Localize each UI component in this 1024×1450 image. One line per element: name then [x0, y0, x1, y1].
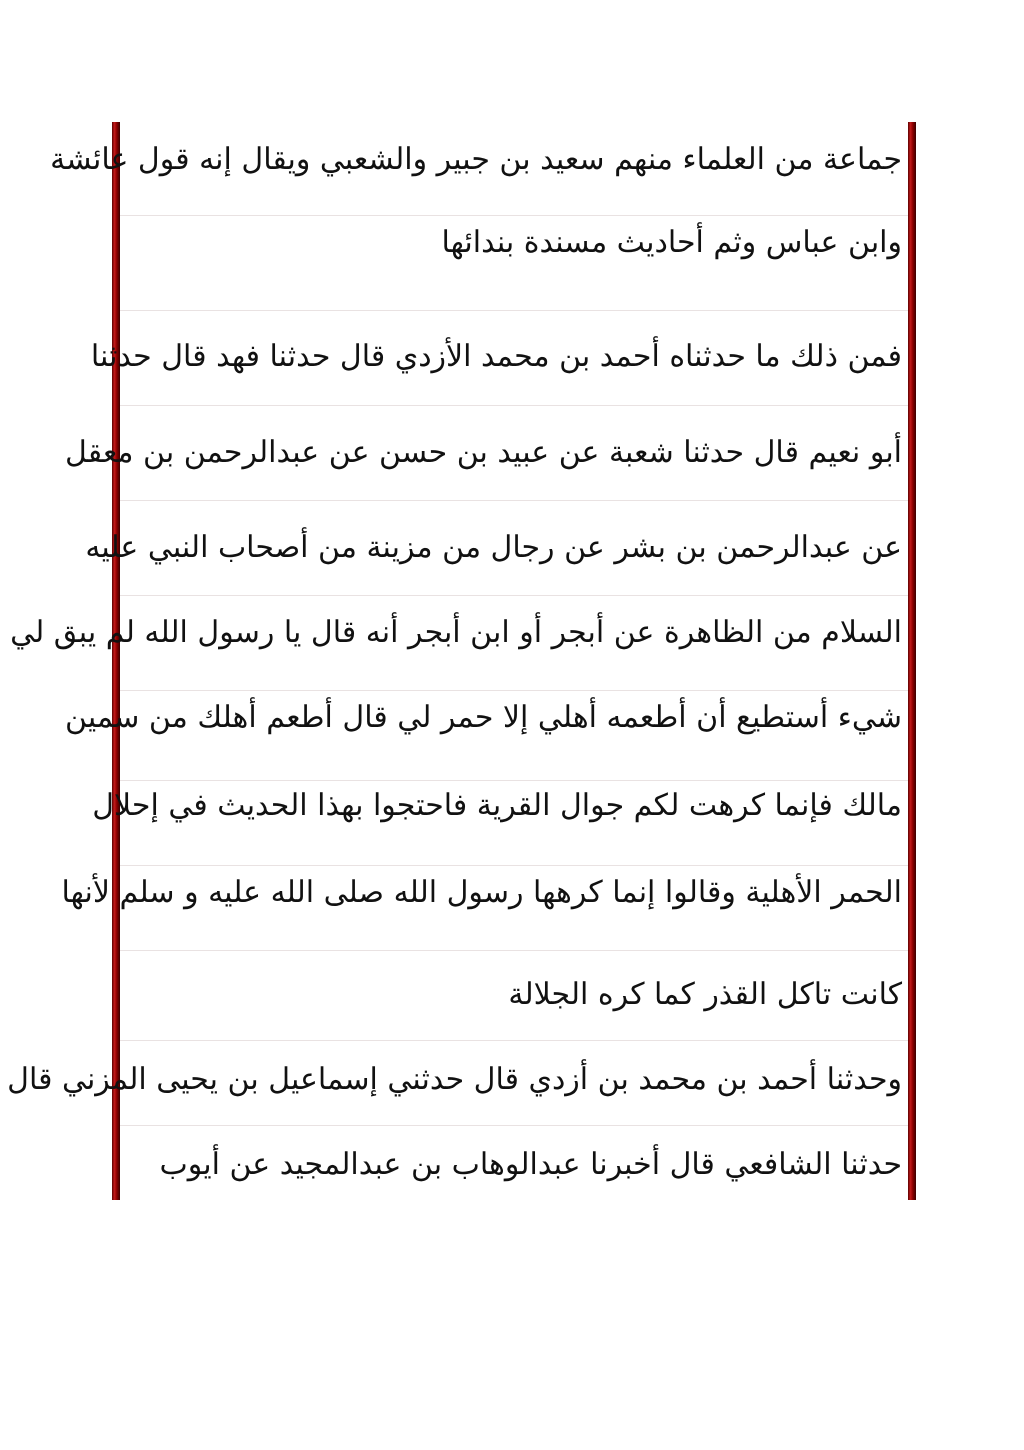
- line-rule: [120, 690, 908, 691]
- text-line-6: السلام من الظاهرة عن أبجر أو ابن أبجر أنه قال يا رسول الله لم يبق لي: [10, 615, 902, 650]
- text-line-7: شيء أستطيع أن أطعمه أهلي إلا حمر لي قال أطعم أهلك من سمين: [64, 700, 902, 735]
- text-line-11: وحدثنا أحمد بن محمد بن أزدي قال حدثني إسماعيل بن يحيى المزني قال: [7, 1062, 902, 1097]
- text-frame: [7, 122, 916, 1200]
- text-line-4: أبو نعيم قال حدثنا شعبة عن عبيد بن حسن عن عبدالرحمن بن معقل: [65, 435, 902, 470]
- arabic-text-body: [7, 122, 902, 1200]
- text-line-1: جماعة من العلماء منهم سعيد بن جبير والشعبي ويقال إنه قول عائشة: [50, 142, 902, 177]
- text-line-2: وابن عباس وثم أحاديث مسندة بندائها: [441, 225, 902, 260]
- line-rule: [120, 595, 908, 596]
- line-rule: [120, 405, 908, 406]
- line-rule: [120, 500, 908, 501]
- text-line-8: مالك فإنما كرهت لكم جوال القرية فاحتجوا بهذا الحديث في إحلال: [92, 788, 902, 823]
- text-line-9: الحمر الأهلية وقالوا إنما كرهها رسول الله صلى الله عليه و سلم لأنها: [61, 875, 902, 910]
- line-rule: [120, 780, 908, 781]
- line-rule: [120, 310, 908, 311]
- line-rule: [120, 1040, 908, 1041]
- text-line-12: حدثنا الشافعي قال أخبرنا عبدالوهاب بن عبدالمجيد عن أيوب: [159, 1147, 902, 1182]
- line-rule: [120, 215, 908, 216]
- right-border: [908, 122, 916, 1200]
- line-rule: [120, 950, 908, 951]
- text-line-3: فمن ذلك ما حدثناه أحمد بن محمد الأزدي قال حدثنا فهد قال حدثنا: [90, 339, 902, 374]
- text-line-10: كانت تاكل القذر كما كره الجلالة: [508, 977, 902, 1012]
- line-rule: [120, 865, 908, 866]
- line-rule: [120, 1125, 908, 1126]
- text-line-5: عن عبدالرحمن بن بشر عن رجال من مزينة من أصحاب النبي عليه: [85, 530, 902, 565]
